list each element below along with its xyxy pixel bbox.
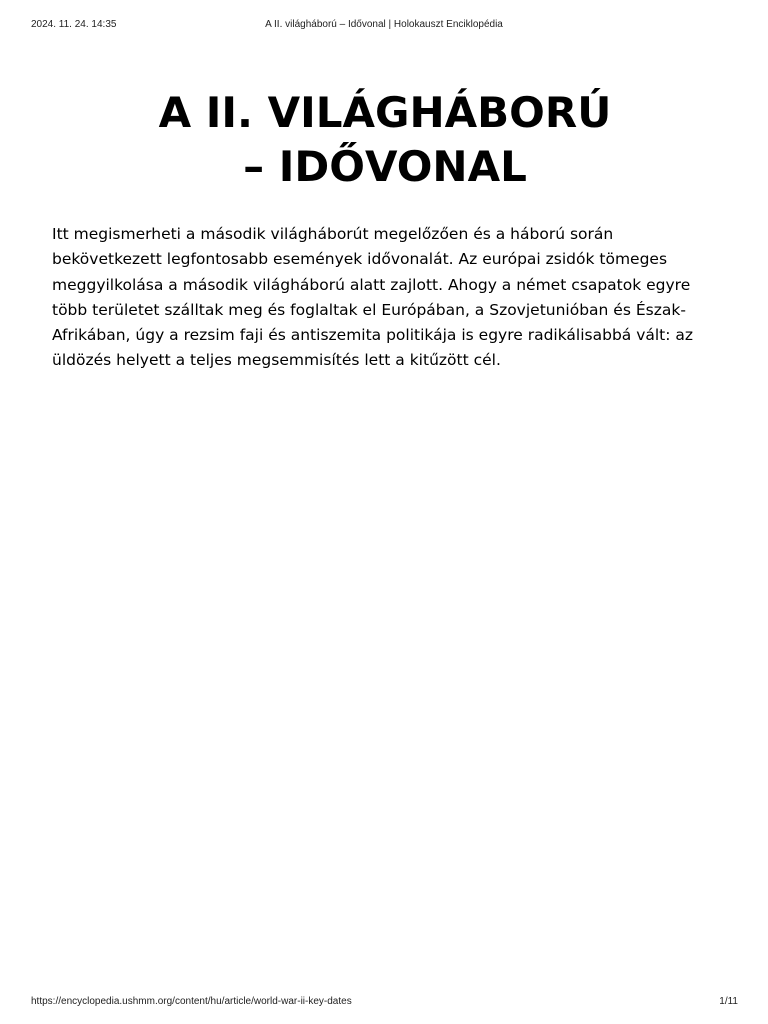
article [52,86,718,374]
print-footer [0,995,768,1009]
article-title [52,86,718,194]
print-page-title: A II. világháború – Idővonal | Holokauszt Enciklopédia [265,19,503,30]
print-url: https://encyclopedia.ushmm.org/content/hu/article/world-war-ii-key-dates [31,996,352,1007]
article-title-line-2: – IDŐVONAL [243,142,527,191]
print-header [0,18,768,32]
print-datetime: 2024. 11. 24. 14:35 [31,19,117,30]
article-title-line-1: A II. VILÁGHÁBORÚ [158,88,612,137]
print-page-number: 1/11 [719,996,738,1007]
article-intro-paragraph: Itt megismerheti a második világháborút megelőzően és a háború során bekövetkezett legfontosabb események idővonalát. Az európai zsidók tömeges meggyilkolása a második világháború alatt zajlott. Ahogy a német csapatok egyre több területet szálltak meg és foglaltak el Európában, a Szovjetunióban és Észak-Afrikában, úgy a rezsim faji és antiszemita politikája is egyre radikálisabbá vált: az üldözés helyett a teljes megsemmisítés lett a kitűzött cél. [52,225,694,370]
